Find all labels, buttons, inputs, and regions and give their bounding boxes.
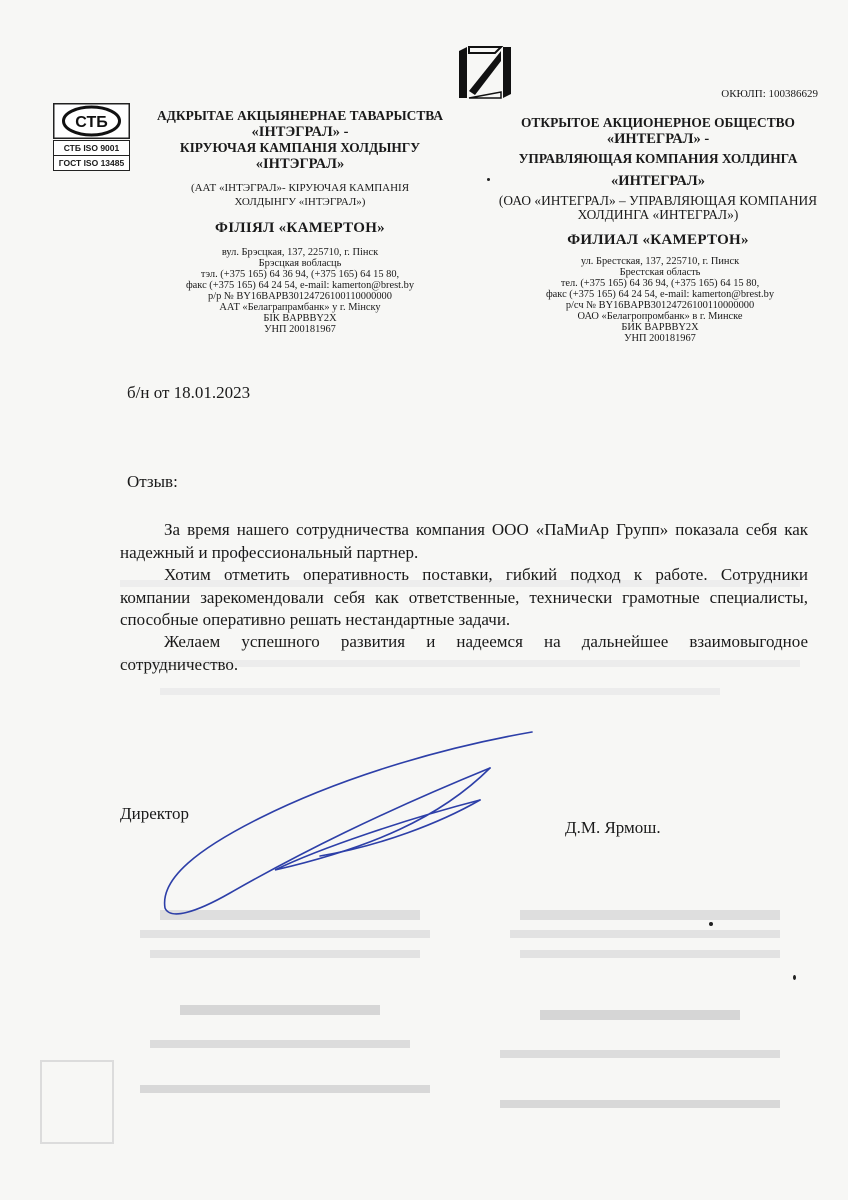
right-org-line4: «ИНТЕГРАЛ» [611, 173, 705, 189]
speck [793, 975, 796, 980]
right-org-sub1: (ОАО «ИНТЕГРАЛ» – УПРАВЛЯЮЩАЯ КОМПАНИЯ [498, 193, 818, 208]
signer-title: Директор [120, 804, 189, 823]
signer-name: Д.М. Ярмош. [565, 818, 661, 837]
left-region: Брэсцкая вобласць [258, 258, 342, 269]
right-org-line1: ОТКРЫТОЕ АКЦИОНЕРНОЕ ОБЩЕСТВО [521, 115, 795, 130]
left-branch-name: ФІЛІЯЛ «КАМЕРТОН» [215, 220, 385, 236]
left-bank: ААТ «Белаграпрамбанк» у г. Мінску [219, 302, 381, 313]
paragraph-1: За время нашего сотрудничества компания ООО «ПаМиАр Групп» показала себя как надежный и профессиональный партнер. [120, 520, 808, 562]
left-org-line4: «ІНТЭГРАЛ» [255, 156, 345, 172]
left-unp: УНП 200181967 [264, 324, 336, 335]
right-org-sub2: ХОЛДИНГА «ИНТЕГРАЛ») [577, 207, 739, 222]
bleed-through-shadow [120, 890, 800, 1150]
speck [709, 922, 713, 926]
integral-logo [455, 45, 515, 100]
document-heading: Отзыв: [127, 472, 178, 491]
right-bik: БИК BAPBBY2X [621, 322, 699, 333]
certification-badge [53, 103, 130, 171]
left-org-line1: АДКРЫТАЕ АКЦЫЯНЕРНАЕ ТАВАРЫСТВА [156, 108, 444, 123]
right-fax-email: факс (+375 165) 64 24 54, e-mail: kamerton@brest.by [545, 289, 775, 300]
right-region: Брестская область [619, 267, 701, 278]
left-org-line2: «ІНТЭГРАЛ» - [251, 124, 349, 140]
stb-mark-text: СТБ [75, 114, 108, 131]
document-reference: б/н от 18.01.2023 [127, 383, 251, 402]
stb-mark-icon [53, 103, 130, 139]
left-org-line3: КІРУЮЧАЯ КАМПАНІЯ ХОЛДЫНГУ [179, 140, 421, 155]
left-address: вул. Брэсцкая, 137, 225710, г. Пінск [221, 247, 379, 258]
speck [487, 178, 490, 181]
left-org-sub2: ХОЛДЫНГУ «ІНТЭГРАЛ») [234, 196, 366, 208]
right-org-line3: УПРАВЛЯЮЩАЯ КОМПАНИЯ ХОЛДИНГА [518, 151, 798, 166]
right-bank: ОАО «Белагропромбанк» в г. Минске [577, 311, 743, 322]
left-bik: БІК BAPBBY2X [263, 313, 337, 324]
org-code: ОКЮЛП: 100386629 [721, 88, 818, 100]
left-phones: тэл. (+375 165) 64 36 94, (+375 165) 64 15 80, [200, 269, 400, 280]
right-branch-name: ФИЛИАЛ «КАМЕРТОН» [567, 232, 749, 248]
paragraph-2: Хотим отметить оперативность поставки, гибкий подход к работе. Сотрудники компании зарекомендовали себя как ответственные, технически грамотные специалисты, способные оперативно решать нестандартные задачи. [120, 565, 808, 629]
cert-line-1: СТБ ISO 9001 [53, 140, 130, 156]
left-org-sub1: (ААТ «ІНТЭГРАЛ»- КІРУЮЧАЯ КАМПАНІЯ [190, 182, 410, 194]
right-phones: тел. (+375 165) 64 36 94, (+375 165) 64 15 80, [560, 278, 760, 289]
left-account: р/р № BY16BAPB30124726100110000000 [208, 291, 392, 302]
cert-line-2: ГОСТ ISO 13485 [53, 155, 130, 171]
left-fax-email: факс (+375 165) 64 24 54, e-mail: kamerton@brest.by [185, 280, 415, 291]
handwritten-signature [140, 728, 540, 923]
right-address: ул. Брестская, 137, 225710, г. Пинск [580, 256, 740, 267]
right-account: р/сч № BY16BAPB30124726100110000000 [565, 300, 755, 311]
right-org-line2: «ИНТЕГРАЛ» - [606, 131, 710, 147]
right-unp: УНП 200181967 [624, 333, 696, 344]
paragraph-3: Желаем успешного развития и надеемся на дальнейшее взаимовыгодное сотрудничество. [120, 632, 808, 674]
